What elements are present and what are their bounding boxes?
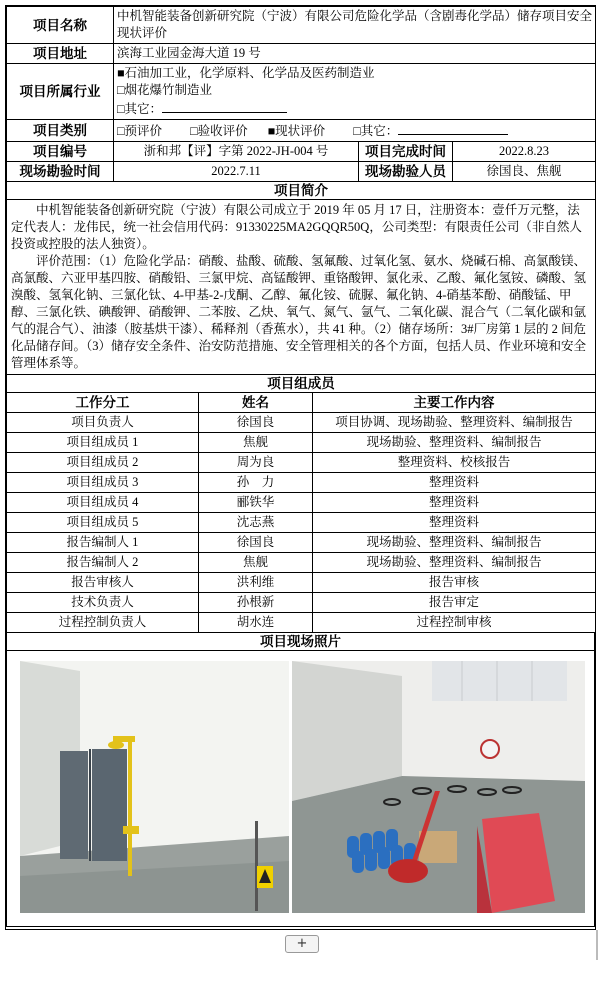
team-row	[7, 513, 596, 533]
project-document	[5, 5, 596, 930]
team-row	[7, 493, 596, 513]
team-cell-role: 技术负责人	[7, 593, 199, 613]
team-header-role: 工作分工	[7, 393, 199, 413]
team-cell-work: 现场勘验、整理资料、编制报告	[313, 553, 596, 573]
intro-title: 项目简介	[7, 182, 596, 200]
team-cell-work: 整理资料、校核报告	[313, 453, 596, 473]
team-cell-work: 整理资料	[313, 513, 596, 533]
add-button[interactable]: +	[285, 935, 319, 953]
team-row	[7, 553, 596, 573]
team-row	[7, 453, 596, 473]
team-cell-name: 周为良	[199, 453, 313, 473]
category-label: 项目类别	[7, 120, 114, 142]
photo-area	[7, 651, 594, 926]
team-cell-name: 孙根新	[199, 593, 313, 613]
team-header-work: 主要工作内容	[313, 393, 596, 413]
team-cell-role: 项目组成员 3	[7, 473, 199, 493]
finish-time-value: 2022.8.23	[453, 142, 596, 162]
team-cell-work: 报告审核	[313, 573, 596, 593]
team-cell-work: 过程控制审核	[313, 613, 596, 633]
category-option-pre: □预评价	[117, 124, 163, 138]
industry-option-fireworks: □烟花爆竹制造业	[117, 83, 213, 97]
site-photo-storage-room	[292, 661, 585, 913]
photo-table	[6, 632, 595, 927]
category-option-current: ■现状评价	[267, 124, 326, 138]
project-number-value: 浙和邦【评】字第 2022-JH-004 号	[114, 142, 359, 162]
project-address-value: 滨海工业园金海大道 19 号	[114, 44, 596, 64]
project-name-value: 中机智能装备创新研究院（宁波）有限公司危险化学品（含剧毒化学品）储存项目安全现状评价	[114, 7, 596, 44]
team-row	[7, 433, 596, 453]
team-cell-name: 焦舰	[199, 433, 313, 453]
team-row	[7, 533, 596, 553]
team-cell-work: 项目协调、现场勘验、整理资料、编制报告	[313, 413, 596, 433]
project-name-label: 项目名称	[7, 7, 114, 44]
team-cell-work: 现场勘验、整理资料、编制报告	[313, 533, 596, 553]
team-title: 项目组成员	[7, 375, 596, 393]
team-cell-name: 洪利维	[199, 573, 313, 593]
team-table	[6, 392, 596, 633]
team-cell-name: 沈志燕	[199, 513, 313, 533]
team-cell-role: 项目组成员 2	[7, 453, 199, 473]
industry-option-other	[117, 99, 592, 118]
team-cell-work: 整理资料	[313, 493, 596, 513]
project-address-label: 项目地址	[7, 44, 114, 64]
intro-paragraph-1: 中机智能装备创新研究院（宁波）有限公司成立于 2019 年 05 月 17 日，注册资本：壹仟万元整，法定代表人：龙伟民，统一社会信用代码：91330225MA2GQQR50Q，公司类型：有限责任公司（非自然人投资或控股的法人独资）。	[11, 203, 582, 251]
intro-paragraph-2: 评价范围：（1）危险化学品：硝酸、盐酸、硫酸、氢氟酸、过氧化氢、氨水、烧碱石棉、高氯酸镁、高氯酸、六亚甲基四胺、硝酸铅、三氯甲烷、高锰酸钾、重铬酸钾、氯化汞、乙酸、氟化氢铵、磷酸、氢溴酸、氢氧化钠、三氯化钛、4-甲基-2-戊酮、乙醇、氟化铵、硫脲、氟化钠、4-硝基苯酚、硝酸锰、甲醇、三氯化铁、碘酸钾、硝酸钾、二苯胺、乙炔、氧气、氮气、氩气、二氧化碳、混合气（二氧化碳和氩气的混合气）、油漆（胺基烘干漆）、稀释剂（香蕉水），共 41 种。（2）储存场所：3#厂房第 1 层的 2 间危化品储存间。（3）储存安全条件、治安防范措施、安全管理相关的各个方面，包括人员、作业环境和安全管理体系等。	[11, 254, 587, 370]
photos-cell	[7, 651, 595, 927]
finish-time-label: 项目完成时间	[359, 142, 453, 162]
team-cell-role: 项目负责人	[7, 413, 199, 433]
team-row	[7, 473, 596, 493]
team-cell-role: 项目组成员 1	[7, 433, 199, 453]
team-cell-role: 项目组成员 5	[7, 513, 199, 533]
team-row	[7, 573, 596, 593]
site-photo-safety-shower	[20, 661, 289, 913]
team-row	[7, 413, 596, 433]
survey-time-value: 2022.7.11	[114, 162, 359, 182]
team-header-name: 姓名	[199, 393, 313, 413]
survey-staff-label: 现场勘验人员	[359, 162, 453, 182]
team-cell-work: 报告审定	[313, 593, 596, 613]
industry-options	[114, 64, 596, 120]
team-cell-name: 徐国良	[199, 413, 313, 433]
survey-time-label: 现场勘验时间	[7, 162, 114, 182]
team-row	[7, 613, 596, 633]
team-row	[7, 593, 596, 613]
industry-label: 项目所属行业	[7, 64, 114, 120]
team-cell-role: 报告编制人 2	[7, 553, 199, 573]
team-cell-name: 焦舰	[199, 553, 313, 573]
industry-option-petroleum: ■石油加工业，化学原料、化学品及医药制造业	[117, 66, 375, 80]
team-cell-name: 徐国良	[199, 533, 313, 553]
survey-staff-value: 徐国良、焦舰	[453, 162, 596, 182]
team-cell-role: 报告编制人 1	[7, 533, 199, 553]
category-other-blank	[398, 121, 508, 135]
intro-body	[7, 200, 596, 375]
team-cell-work: 现场勘验、整理资料、编制报告	[313, 433, 596, 453]
project-info-table	[6, 6, 596, 393]
team-cell-role: 项目组成员 4	[7, 493, 199, 513]
category-option-acceptance: □验收评价	[190, 124, 248, 138]
category-option-other: □其它：	[353, 124, 399, 138]
photos-title: 项目现场照片	[7, 633, 595, 651]
team-cell-name: 胡水连	[199, 613, 313, 633]
team-cell-name: 郦铁华	[199, 493, 313, 513]
category-options	[114, 120, 596, 142]
team-cell-role: 过程控制负责人	[7, 613, 199, 633]
team-cell-role: 报告审核人	[7, 573, 199, 593]
project-number-label: 项目编号	[7, 142, 114, 162]
team-cell-work: 整理资料	[313, 473, 596, 493]
team-cell-name: 孙 力	[199, 473, 313, 493]
industry-other-blank	[162, 99, 287, 113]
industry-other-label: □其它：	[117, 102, 163, 116]
page-edge-divider	[596, 930, 598, 960]
